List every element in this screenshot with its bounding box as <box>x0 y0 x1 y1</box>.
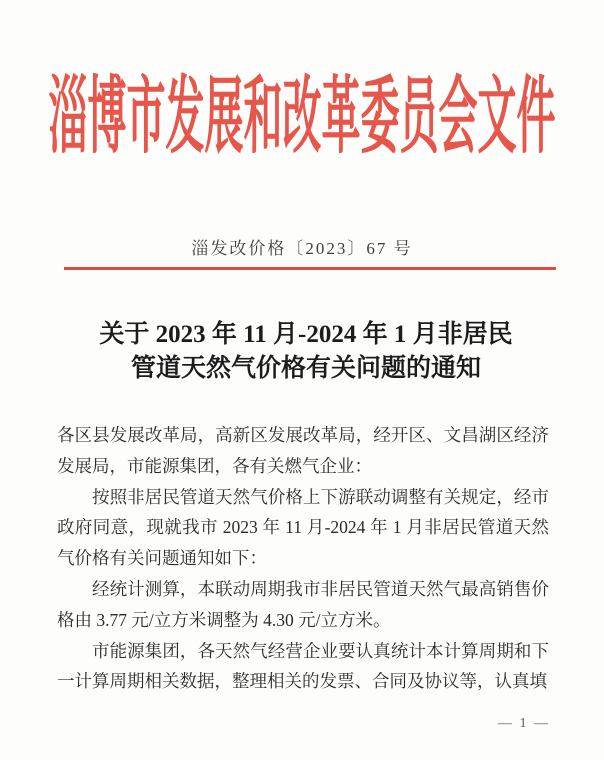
body-paragraph: 按照非居民管道天然气价格上下游联动调整有关规定，经市政府同意，现就我市 2023 年 11 月-2024 年 1 月非居民管道天然气价格有关问题通知如下： <box>57 486 549 569</box>
body-paragraph: 市能源集团，各天然气经营企业要认真统计本计算周期和下一计算周期相关数据，整理相关的发票、合同及协议等，认真填 <box>57 640 549 692</box>
document-reference-number: 淄发改价格〔2023〕67 号 <box>191 239 413 258</box>
page-number: — 1 — <box>498 716 550 731</box>
red-divider-line <box>64 267 556 270</box>
document-title-line1: 关于 2023 年 11 月-2024 年 1 月非居民 <box>99 321 513 348</box>
salutation-paragraph: 各区县发展改革局，高新区发展改革局，经开区、文昌湖区经济发展局，市能源集团，各有关燃气企业： <box>57 425 549 476</box>
document-title-line2: 管道天然气价格有关问题的通知 <box>130 355 481 382</box>
document-body <box>57 420 549 697</box>
document-title <box>56 318 556 386</box>
agency-header-banner: 淄博市发展和改革委员会文件 <box>48 71 556 165</box>
body-paragraph: 经统计测算，本联动周期我市非居民管道天然气最高销售价格由 3.77 元/立方米调整为 4.30 元/立方米。 <box>57 578 549 630</box>
